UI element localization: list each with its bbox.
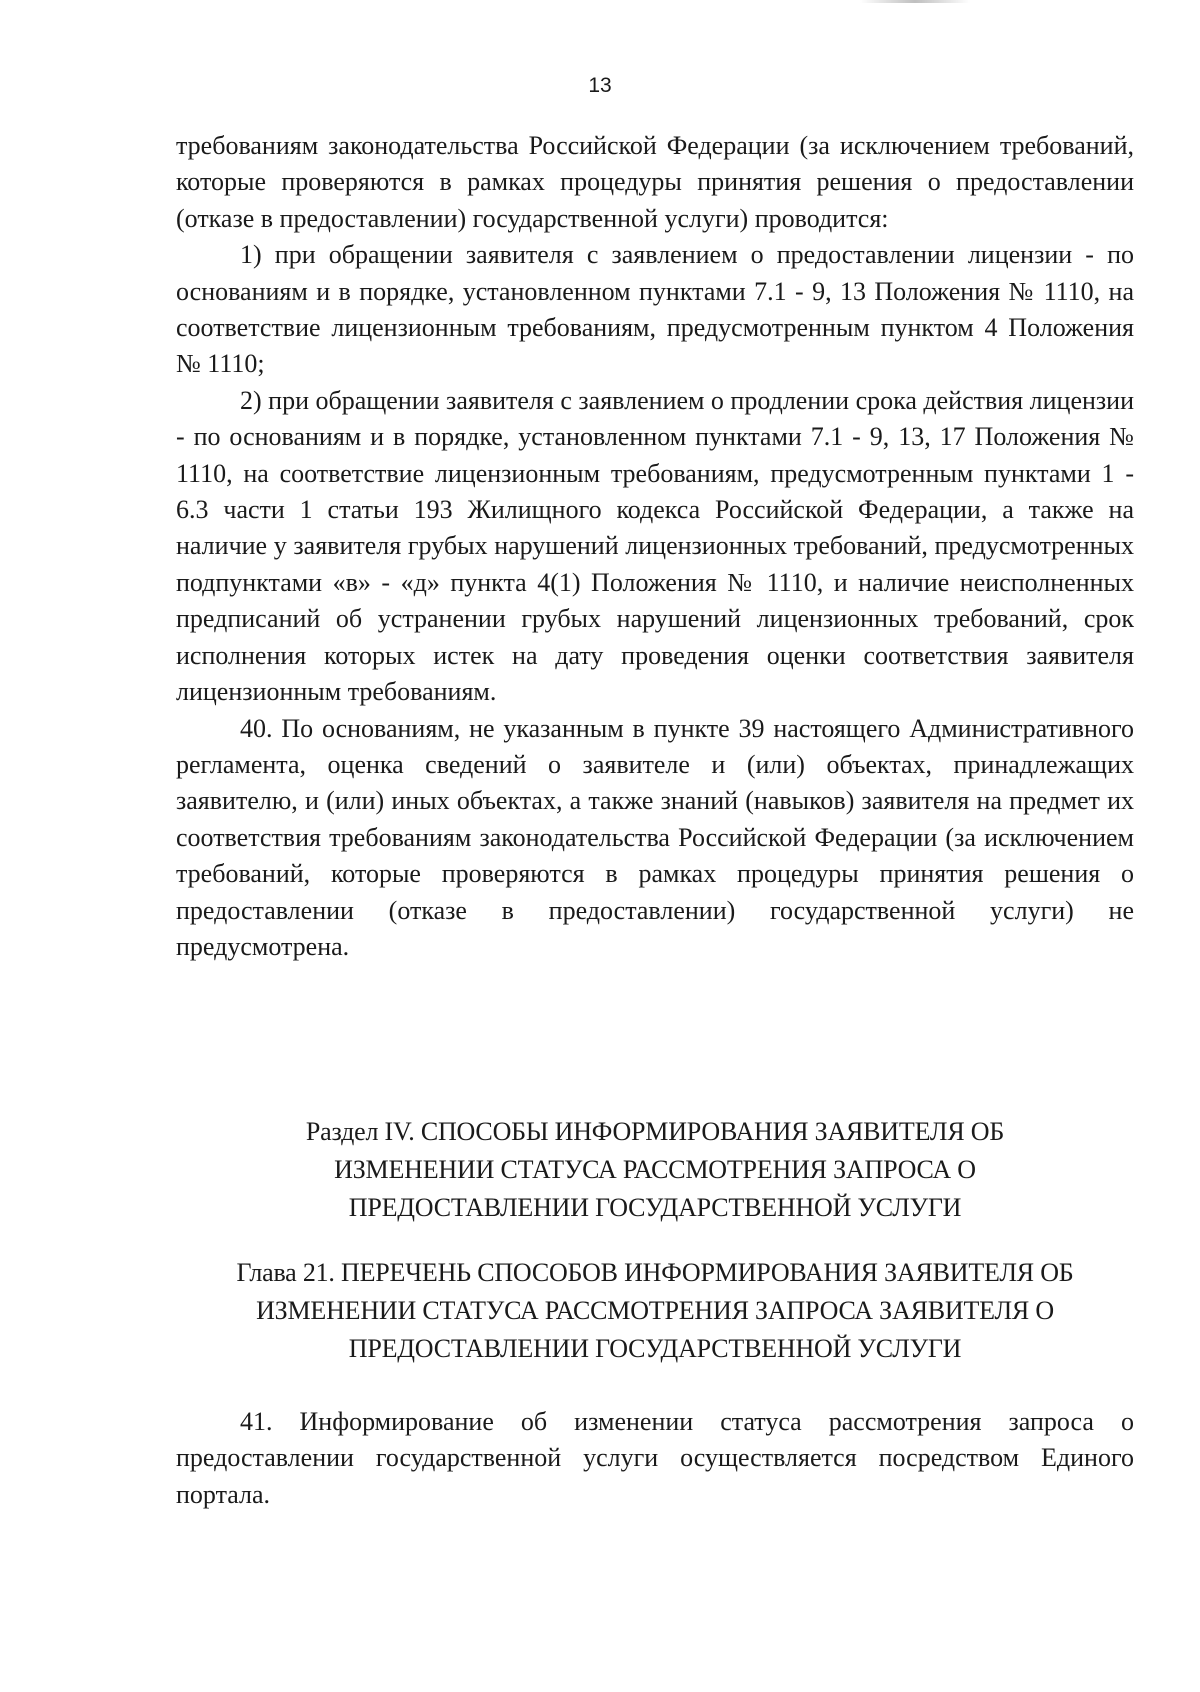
page-number: 13 <box>588 74 612 97</box>
body-text <box>176 128 1134 965</box>
chapter-heading-line: Глава 21. ПЕРЕЧЕНЬ СПОСОБОВ ИНФОРМИРОВАНИЯ ЗАЯВИТЕЛЯ ОБ <box>236 1258 1074 1287</box>
section-heading-line: ИЗМЕНЕНИИ СТАТУСА РАССМОТРЕНИЯ ЗАПРОСА О <box>334 1155 976 1184</box>
paragraph-item-2: 2) при обращении заявителя с заявлением о продлении срока действия лицензии - по основаниям и в порядке, установленном пунктами 7.1 - 9, 13, 17 Положения № 1110, на соответствие лицензионным требованиям, предусмотренным пунктами 1 - 6.3 части 1 статьи 193 Жилищного кодекса Российской Федерации, а также на наличие у заявителя грубых нарушений лицензионных требований, предусмотренных подпунктами «в» - «д» пункта 4(1) Положения № 1110, и наличие неисполненных предписаний об устранении грубых нарушений лицензионных требований, срок исполнения которых истек на дату проведения оценки соответствия заявителя лицензионным требованиям. <box>176 385 1134 707</box>
section-heading <box>176 1113 1134 1227</box>
section-heading-line: Раздел IV. СПОСОБЫ ИНФОРМИРОВАНИЯ ЗАЯВИТЕЛЯ ОБ <box>305 1117 1005 1146</box>
paragraph-continuation: требованиям законодательства Российской Федерации (за исключением требований, которые проверяются в рамках процедуры принятия решения о предоставлении (отказе в предоставлении) государственной услуги) проводится: <box>176 131 1134 233</box>
chapter-heading-line: ИЗМЕНЕНИИ СТАТУСА РАССМОТРЕНИЯ ЗАПРОСА ЗАЯВИТЕЛЯ О <box>256 1296 1054 1325</box>
paragraph-item-1: 1) при обращении заявителя с заявлением о предоставлении лицензии - по основаниям и в порядке, установленном пунктами 7.1 - 9, 13 Положения № 1110, на соответствие лицензионным требованиям, предусмотренным пунктом 4 Положения № 1110; <box>176 240 1134 379</box>
paragraph-41-block <box>176 1404 1134 1513</box>
scan-artifact <box>860 0 970 3</box>
paragraph-41: 41. Информирование об изменении статуса рассмотрения запроса о предоставлении государственной услуги осуществляется посредством Единого портала. <box>176 1407 1134 1509</box>
chapter-heading <box>176 1254 1134 1368</box>
section-heading-line: ПРЕДОСТАВЛЕНИИ ГОСУДАРСТВЕННОЙ УСЛУГИ <box>348 1193 962 1222</box>
chapter-heading-line: ПРЕДОСТАВЛЕНИИ ГОСУДАРСТВЕННОЙ УСЛУГИ <box>348 1334 962 1363</box>
paragraph-40: 40. По основаниям, не указанным в пункте 39 настоящего Административного регламента, оценка сведений о заявителе и (или) объектах, принадлежащих заявителю, и (или) иных объектах, а также знаний (навыков) заявителя на предмет их соответствия требованиям законодательства Российской Федерации (за исключением требований, которые проверяются в рамках процедуры принятия решения о предоставлении (отказе в предоставлении) государственной услуги) не предусмотрена. <box>176 713 1134 961</box>
